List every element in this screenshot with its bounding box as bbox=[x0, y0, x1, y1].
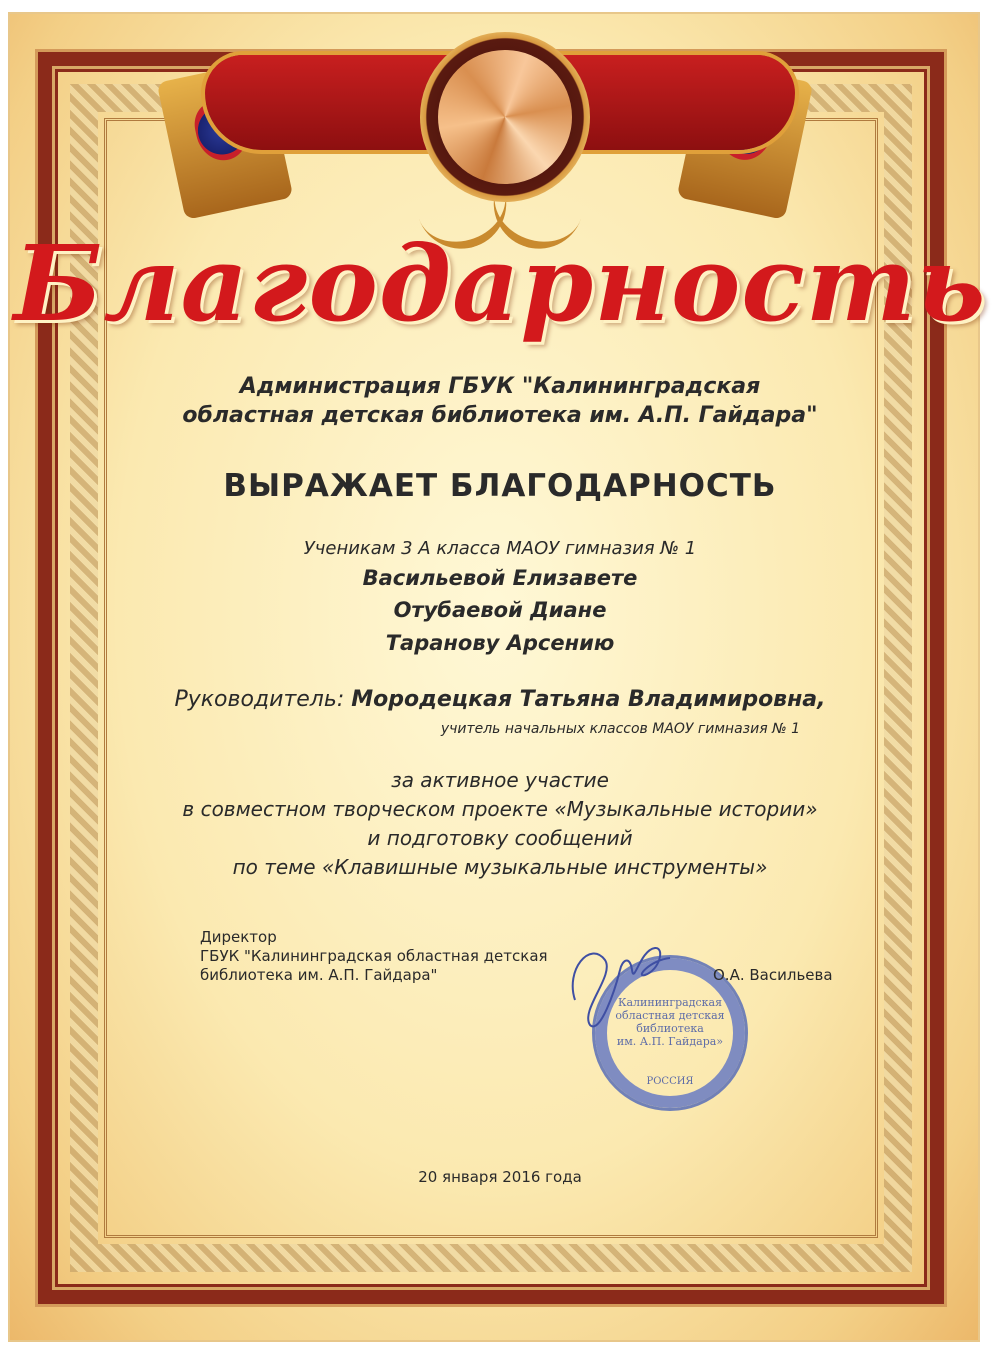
supervisor-name: Мородецкая Татьяна Владимировна, bbox=[351, 687, 826, 712]
reason-line: и подготовку сообщений bbox=[367, 826, 633, 850]
reason-line: по теме «Клавишные музыкальные инструменты» bbox=[232, 855, 768, 879]
stamp-line: Калининградская bbox=[617, 996, 723, 1009]
supervisor-label: Руководитель: bbox=[174, 687, 345, 712]
stamp-line: библиотека bbox=[636, 1022, 704, 1035]
reason-text bbox=[0, 766, 1000, 882]
certificate-title: Благодарность bbox=[13, 222, 987, 345]
reason-line: в совместном творческом проекте «Музыкальные истории» bbox=[182, 797, 818, 821]
signature-icon bbox=[560, 930, 680, 1040]
director-org: ГБУК "Калининградская областная детская bbox=[200, 947, 548, 965]
student-name: Васильевой Елизавете bbox=[362, 566, 638, 590]
teacher-role: учитель начальных классов МАОУ гимназия № 1 bbox=[440, 721, 800, 737]
student-name: Отубаевой Диане bbox=[393, 598, 607, 622]
students-intro: Ученикам 3 А класса МАОУ гимназия № 1 bbox=[303, 538, 697, 559]
organization-text: Администрация ГБУК "Калининградская областная детская библиотека им. А.П. Гайдара" bbox=[182, 374, 818, 428]
expresses-gratitude: ВЫРАЖАЕТ БЛАГОДАРНОСТЬ bbox=[223, 468, 777, 504]
stamp-country: РОССИЯ bbox=[646, 1076, 694, 1087]
supervisor-line bbox=[0, 687, 1000, 712]
stamp-line: областная детская bbox=[615, 1009, 725, 1022]
medal-icon bbox=[438, 50, 572, 184]
director-block bbox=[200, 928, 548, 985]
director-org: библиотека им. А.П. Гайдара" bbox=[200, 966, 438, 984]
stamp-line: им. А.П. Гайдара» bbox=[616, 1035, 724, 1048]
issue-date: 20 января 2016 года bbox=[418, 1168, 582, 1186]
director-title: Директор bbox=[200, 928, 277, 946]
reason-line: за активное участие bbox=[391, 768, 609, 792]
director-name: О.А. Васильева bbox=[713, 966, 833, 984]
student-name: Таранову Арсению bbox=[385, 631, 615, 655]
